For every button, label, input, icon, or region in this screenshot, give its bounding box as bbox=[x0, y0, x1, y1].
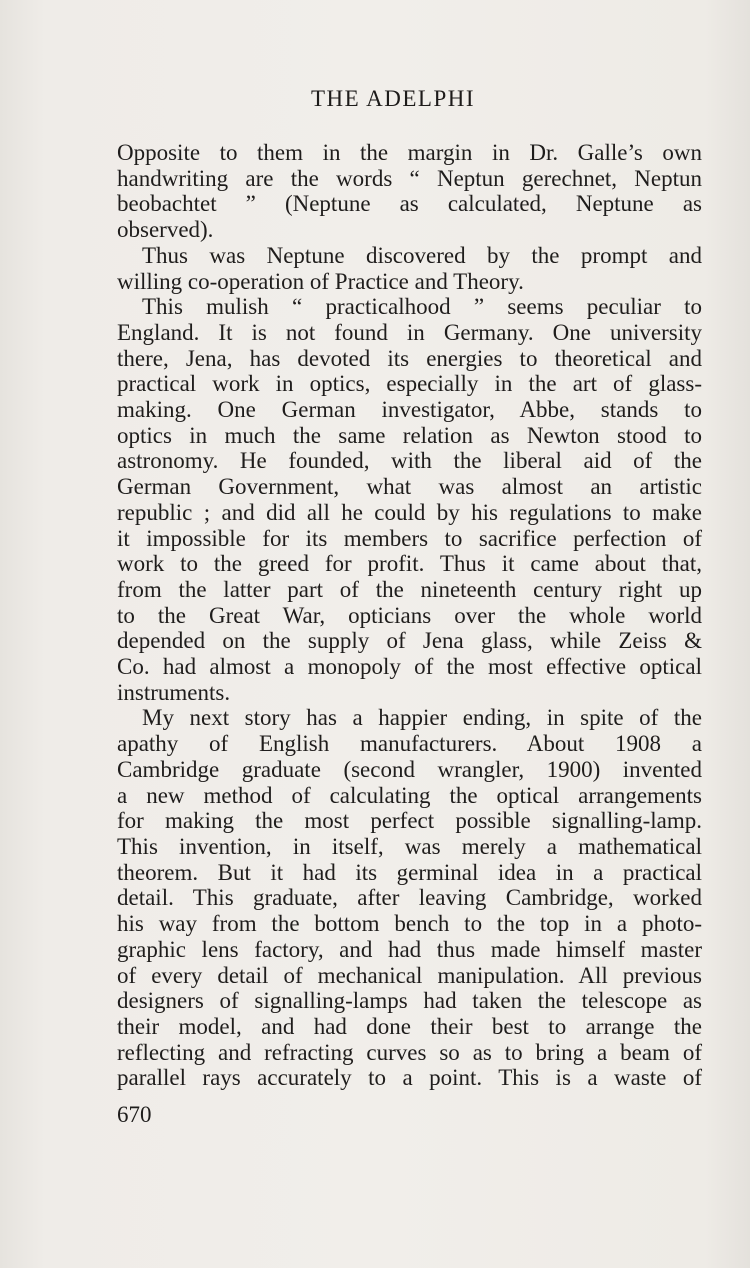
text-line: willing co-operation of Practice and Theory. bbox=[117, 268, 524, 294]
text-line: astronomy. He founded, with the liberal aid of the bbox=[117, 448, 702, 474]
text-line: there, Jena, has devoted its energies to theoretical and bbox=[117, 345, 702, 371]
text-line: This mulish “ practicalhood ” seems peculiar to bbox=[142, 294, 702, 320]
text-line: his way from the bottom bench to the top in a photo- bbox=[117, 911, 702, 937]
text-line: theorem. But it had its germinal idea in a practical bbox=[117, 859, 702, 885]
paragraph bbox=[117, 243, 702, 294]
text-line: reflecting and refracting curves so as to bring a beam of bbox=[117, 1039, 702, 1065]
text-line: German Government, what was almost an artistic bbox=[117, 474, 702, 500]
text-line: their model, and had done their best to arrange the bbox=[117, 1013, 702, 1039]
text-line: handwriting are the words “ Neptun gerechnet, Neptun bbox=[117, 165, 702, 191]
paragraph bbox=[117, 140, 702, 243]
paragraph bbox=[117, 705, 702, 1091]
text-line: a new method of calculating the optical arrangements bbox=[117, 782, 702, 808]
text-line: designers of signalling-lamps had taken the telescope as bbox=[117, 988, 702, 1014]
text-line: This invention, in itself, was merely a mathematical bbox=[117, 833, 702, 859]
text-line: practical work in optics, especially in the art of glass- bbox=[117, 371, 702, 397]
body-text bbox=[117, 140, 702, 1091]
text-line: observed). bbox=[117, 217, 214, 243]
text-line: detail. This graduate, after leaving Cambridge, worked bbox=[117, 885, 702, 911]
text-line: for making the most perfect possible signalling-lamp. bbox=[117, 808, 702, 834]
paragraph bbox=[117, 294, 702, 705]
running-head: THE ADELPHI bbox=[310, 86, 476, 111]
text-line: republic ; and did all he could by his regulations to make bbox=[117, 499, 702, 525]
text-line: depended on the supply of Jena glass, while Zeiss & bbox=[117, 628, 702, 654]
text-line: from the latter part of the nineteenth century right up bbox=[117, 576, 702, 602]
text-line: making. One German investigator, Abbe, stands to bbox=[117, 397, 702, 423]
text-line: parallel rays accurately to a point. This is a waste of bbox=[117, 1065, 702, 1091]
text-line: apathy of English manufacturers. About 1908 a bbox=[117, 731, 702, 757]
text-line: beobachtet ” (Neptune as calculated, Neptune as bbox=[117, 191, 702, 217]
text-line: My next story has a happier ending, in spite of the bbox=[142, 705, 702, 731]
text-line: it impossible for its members to sacrifice perfection of bbox=[117, 525, 702, 551]
text-line: of every detail of mechanical manipulation. All previous bbox=[117, 962, 702, 988]
page-number: 670 bbox=[117, 1102, 152, 1127]
text-line: England. It is not found in Germany. One university bbox=[117, 319, 702, 345]
text-line: graphic lens factory, and had thus made himself master bbox=[117, 936, 702, 962]
text-line: work to the greed for profit. Thus it came about that, bbox=[117, 551, 702, 577]
text-line: Thus was Neptune discovered by the prompt and bbox=[142, 242, 702, 268]
text-line: Co. had almost a monopoly of the most effective optical bbox=[117, 654, 702, 680]
text-line: Cambridge graduate (second wrangler, 1900) invented bbox=[117, 756, 702, 782]
text-line: to the Great War, opticians over the whole world bbox=[117, 602, 702, 628]
text-line: optics in much the same relation as Newton stood to bbox=[117, 422, 702, 448]
text-line: instruments. bbox=[117, 679, 231, 705]
text-line: Opposite to them in the margin in Dr. Galle’s own bbox=[117, 140, 702, 165]
